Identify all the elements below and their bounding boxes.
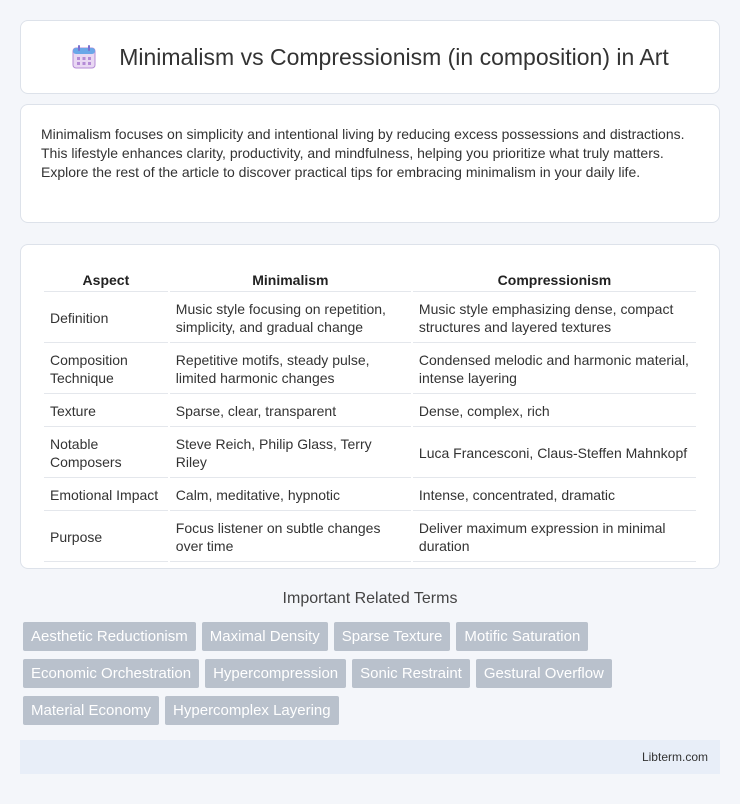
page-title: Minimalism vs Compressionism (in composition) in Art — [119, 43, 669, 70]
table-row — [44, 429, 696, 478]
related-term-tag[interactable]: Sonic Restraint — [352, 659, 470, 688]
column-header: Minimalism — [170, 267, 411, 292]
related-term-tag[interactable]: Motific Saturation — [456, 622, 588, 651]
related-terms-title: Important Related Terms — [282, 590, 458, 607]
table-cell: Texture — [44, 396, 168, 427]
calendar-icon — [71, 44, 97, 70]
table-cell: Music style emphasizing dense, compact structures and layered textures — [413, 294, 696, 343]
table-cell: Emotional Impact — [44, 480, 168, 511]
comparison-table-card — [20, 244, 720, 569]
related-terms-list — [23, 622, 723, 733]
header-card — [20, 20, 720, 94]
table-cell: Sparse, clear, transparent — [170, 396, 411, 427]
footer — [20, 740, 720, 774]
table-row — [44, 345, 696, 394]
table-cell: Dense, complex, rich — [413, 396, 696, 427]
table-cell: Notable Composers — [44, 429, 168, 478]
table-cell: Luca Francesconi, Claus-Steffen Mahnkopf — [413, 429, 696, 478]
table-cell: Composition Technique — [44, 345, 168, 394]
comparison-table — [42, 265, 698, 564]
related-term-tag[interactable]: Gestural Overflow — [476, 659, 612, 688]
table-cell: Calm, meditative, hypnotic — [170, 480, 411, 511]
intro-card — [20, 104, 720, 223]
related-term-tag[interactable]: Material Economy — [23, 696, 159, 725]
related-term-tag[interactable]: Aesthetic Reductionism — [23, 622, 196, 651]
table-cell: Music style focusing on repetition, simplicity, and gradual change — [170, 294, 411, 343]
table-row — [44, 396, 696, 427]
footer-site-link[interactable]: Libterm.com — [641, 750, 708, 764]
related-term-tag[interactable]: Hypercompression — [205, 659, 346, 688]
intro-text: Minimalism focuses on simplicity and intentional living by reducing excess possessions and distractions. This lifestyle enhances clarity, productivity, and mindfulness, helping you prioritize what truly matters. Explore the rest of the article to discover practical tips for embracing minimalism in your daily life. — [41, 126, 685, 180]
table-cell: Intense, concentrated, dramatic — [413, 480, 696, 511]
table-cell: Steve Reich, Philip Glass, Terry Riley — [170, 429, 411, 478]
table-row — [44, 294, 696, 343]
related-term-tag[interactable]: Economic Orchestration — [23, 659, 199, 688]
table-cell: Purpose — [44, 513, 168, 562]
table-cell: Focus listener on subtle changes over time — [170, 513, 411, 562]
table-cell: Condensed melodic and harmonic material, intense layering — [413, 345, 696, 394]
column-header: Aspect — [44, 267, 168, 292]
table-cell: Deliver maximum expression in minimal duration — [413, 513, 696, 562]
related-term-tag[interactable]: Maximal Density — [202, 622, 328, 651]
table-row — [44, 480, 696, 511]
table-cell: Definition — [44, 294, 168, 343]
table-row — [44, 513, 696, 562]
related-term-tag[interactable]: Hypercomplex Layering — [165, 696, 339, 725]
column-header: Compressionism — [413, 267, 696, 292]
related-term-tag[interactable]: Sparse Texture — [334, 622, 451, 651]
table-cell: Repetitive motifs, steady pulse, limited harmonic changes — [170, 345, 411, 394]
table-header-row — [44, 267, 696, 292]
